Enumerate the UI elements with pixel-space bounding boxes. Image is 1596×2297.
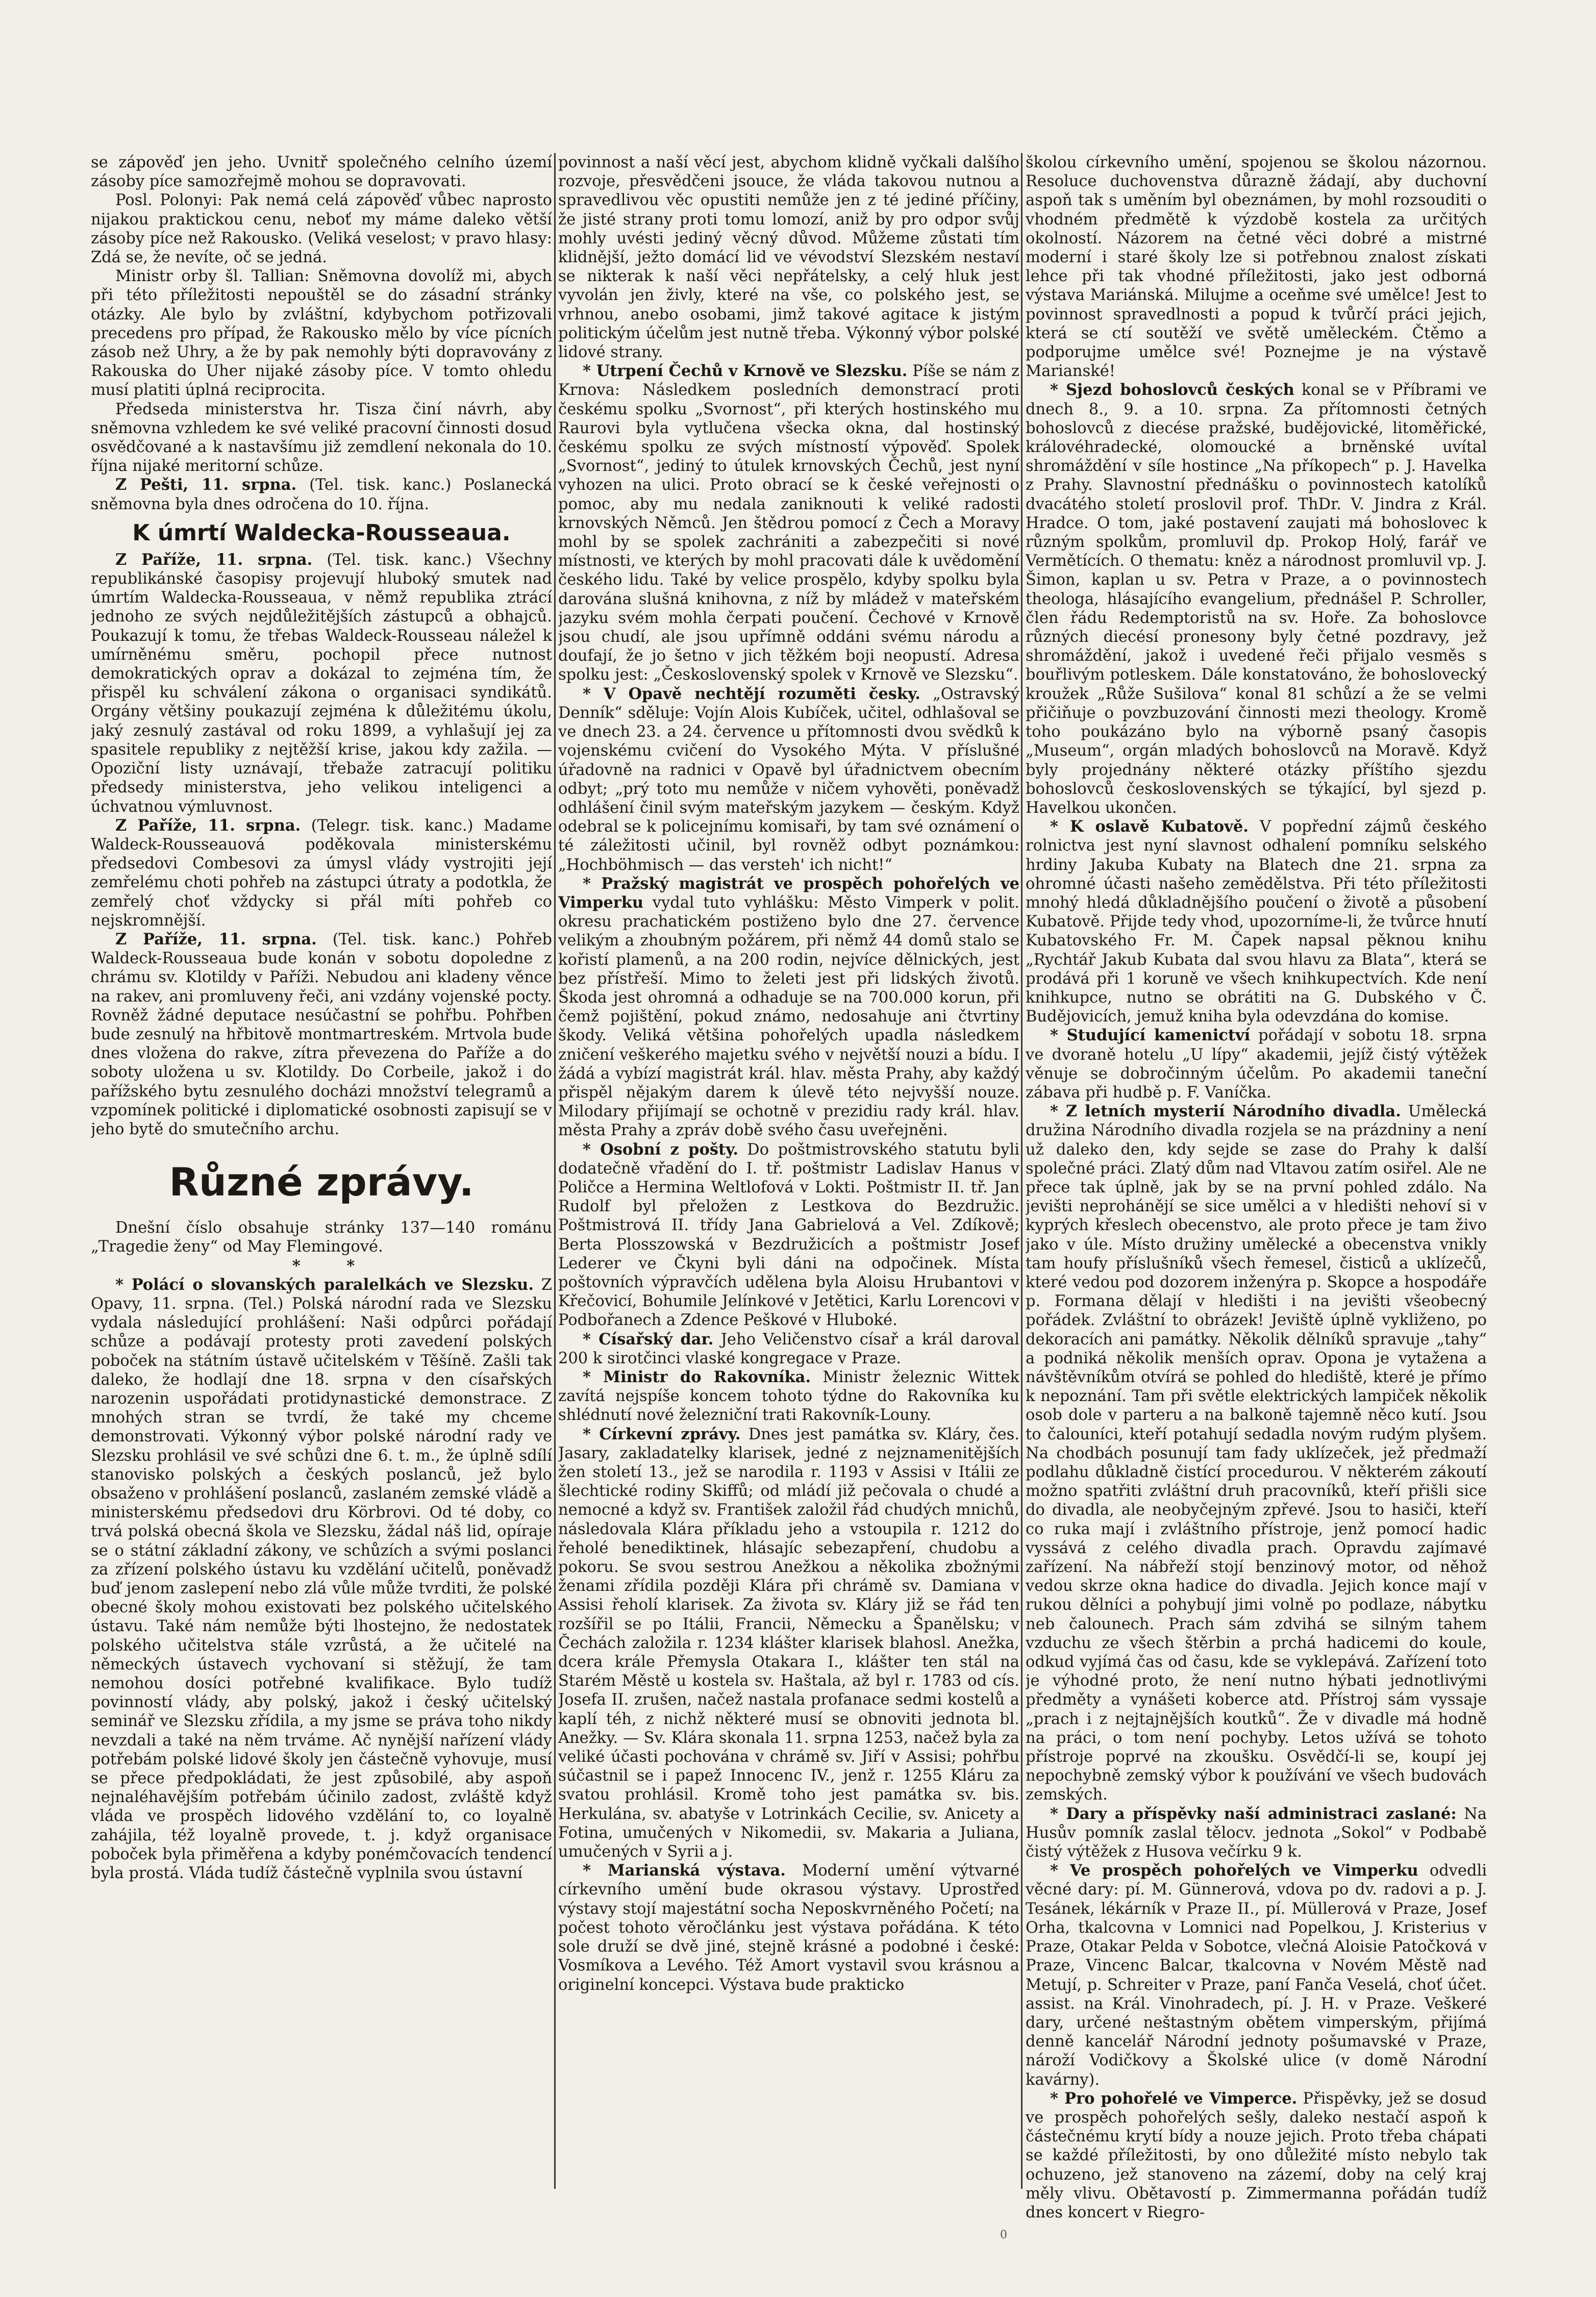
paragraph-text: „Ostravský Denník“ sděluje: Vojín Alois Kubíček, učitel, odhlašoval se ve dnech 23. a 24. července u přítomnosti dvou svědků k vojenskému cvičení do Vysokého Mýta. V příslušné úřadovně na radnici v Opavě byl úřadnictvem obecním odbyt; „prý toto mu nemůže v ničem vyhověti, poněvadž odhlášení činil svým mateřským jazykem — českým. Když odebral se k policejnímu komisaři, by tam své oznámení o té záležitosti učinil, byl rovněž odbyt poznámkou: „Hochböhmisch — das versteh' ich nicht!“ — [558, 685, 1019, 874]
item-lead: * Marianská výstava. — [583, 1861, 786, 1880]
paragraph-text: (Tel. tisk. kanc.) Poslanecká sněmovna byla dnes odročena do 10. října. — [91, 476, 552, 513]
dateline: Z Paříže, 11. srpna. — [115, 550, 313, 569]
paragraph — [1026, 381, 1487, 817]
section-heading-large: Různé zprávy. — [169, 1159, 474, 1205]
paragraph — [558, 685, 1019, 875]
paragraph — [558, 362, 1019, 684]
article-column-middle — [558, 153, 1019, 2225]
paragraph — [91, 1276, 552, 1883]
item-lead: * Polácí o slovanských paralelkách ve Slezsku. — [115, 1275, 534, 1294]
paragraph: Předseda ministerstva hr. Tisza činí návrh, aby sněmovna vzhledem ke své veliké pracovní činnosti dosud osvědčované a k nastavšímu již zemdlení nekonala do 10. října nijaké meritorní schůze. — [91, 400, 552, 476]
paragraph-text: (Tel. tisk. kanc.) Všechny republikánské časopisy projevují hluboký smutek nad úmrtím Waldecka-Rousseaua, v němž republika ztrácí jednoho ze svých nejdůležitějších zástupců a obhajců. Poukazují k tomu, že třebas Waldeck-Rousseau náležel k umírněnému směru, pochopil přece nutnost demokratických oprav a dokázal to zejména tím, že přispěl ku schválení zákona o organisaci syndikátů. Orgány většiny poukazují zejména k důležitému úkolu, jaký zesnulý zastával od roku 1899, a vyhlašují jej za spasitele republiky z nejtěžší krise, jakou kdy zažila. — Opoziční listy uznávají, třebaže zatracují politiku předsedy ministerstva, jeho velikou inteligenci a úchvatnou výmluvnost. — [91, 551, 552, 816]
item-lead: * Pro pohořelé ve Vimperce. — [1050, 2089, 1298, 2108]
paragraph-text: Ministr železnic Wittek zavítá nejspíše koncem tohoto týdne do Rakovníka ku shlédnutí nové železniční trati Rakovník-Louny. — [558, 1368, 1019, 1425]
paragraph — [558, 875, 1019, 1140]
section-heading: K úmrtí Waldecka-Rousseaua. — [132, 519, 511, 546]
paragraph: Posl. Polonyi: Pak nemá celá zápověď vůbec naprosto nijakou praktickou cenu, neboť my máme daleko větší zásoby píce než Rakousko. (Veliká veselost; v pravo hlasy: Zdá se, že nevíte, oč se jedná. — [91, 191, 552, 267]
item-lead: * Osobní z pošty. — [583, 1140, 738, 1159]
paragraph-text: Dnes jest památka sv. Kláry, čes. Jasary, zakladatelky klarisek, jedné z nejznamenitějších žen století 13., jež se narodila r. 1193 v Assisi v Itálii ze šlechtické rodiny Skiffů; od mládí již pečovala o chudé a nemocné a když sv. František založil řád chudých mnichů, následovala Klára příkladu jeho a vstoupila r. 1212 do řeholé benediktinek, hlásajíc sebezapření, chudobu a pokoru. Se svou sestrou Anežkou a několika zbožnými ženami zřídila později Klára při chrámě sv. Damiana v Assisi řeholí klarisek. Za života sv. Kláry již se řád ten rozšířil se po Itálii, Francii, Německu a Španělsku; v Čechách založila r. 1234 klášter klarisek blahosl. Anežka, dcera krále Přemysla Otakara I., klášter ten stál na Starém Městě u kostela sv. Haštala, až byl r. 1783 od cís. Josefa II. zrušen, načež nastala profanace sedmi kostelů a kaplí téh, z nichž některé musí se obnoviti jednota bl. Anežky. — Sv. Klára skonala 11. srpna 1253, načež byla za veliké účasti pochována v chrámě sv. Jiří v Assisi; pohřbu súčastnil se i papež Innocenc IV., jenž r. 1255 Kláru za svatou prohlásil. Kromě toho jest památka sv. bis. Herkulána, sv. abatyše v Lotrinkách Cecilie, sv. Anicety a Fotina, umučených v Nikomedii, sv. Makaria a Juliana, umučených v Syrii a j. — [558, 1425, 1019, 1861]
item-lead: * Ve prospěch pohořelých ve Vimperku — [1050, 1861, 1418, 1880]
paragraph — [558, 1330, 1019, 1368]
paragraph-text: Na Husův pomník zaslal tělocv. jednota „Sokol“ v Podbabě čistý výtěžek z Husova večírku 9 k. — [1026, 1805, 1487, 1861]
item-lead: * Ministr do Rakovníka. — [583, 1368, 811, 1386]
paragraph: Ministr orby šl. Tallian: Sněmovna dovolíž mi, abych při této příležitosti nepouštěl se do zásadní stránky otázky. Ale bylo by zvláštní, kdybychom potřizovali precedens pro případ, že Rakousko mělo by více pícních zásob než Uhry, a že by pak nemohly býti dopravovány z Rakouska do Uher nijaké zásoby píce. V tomto ohledu musí platiti úplná reciprocita. — [91, 267, 552, 400]
item-lead: * Utrpení Čechů v Krnově ve Slezsku. — [583, 362, 908, 381]
paragraph — [1026, 2089, 1487, 2222]
paragraph-text: Jeho Veličenstvo císař a král daroval 200 k sirotčinci vlaské kongregace v Praze. — [558, 1330, 1019, 1367]
article-column-left — [91, 153, 552, 2225]
paragraph-text: Z Opavy, 11. srpna. (Tel.) Polská národní rada ve Slezsku vydala následující prohlášení: Naši odpůrci pořádají schůze a podávají protesty proti zavedení polských poboček na státním ústavě učitelském v Těšíně. Zašli tak daleko, že hodlají dne 18. srpna v den císařských narozenin uspořádati protidynastické demonstrace. Z mnohých stran se tvrdí, že také my chceme demonstrovati. Výkonný výbor polské národní rady ve Slezsku prohlásil ve své schůzi dne 6. t. m., že úplně sdílí stanovisko polských a českých poslanců, jež bylo obsaženo v prohlášení poslanců, zaslaném zemské vládě a ministerskému předsedovi dru Körbrovi. Od té doby, co trvá polská obecná škola ve Slezsku, žádal náš lid, opíraje se o státní základní zákony, ve schůzích a svými poslanci za zřízení polského ústavu ku vzdělání učitelů, poněvadž buď jenom zaslepení nebo zlá vůle může tvrditi, že polské obecné školy mohou existovati bez polského učitelského ústavu. Také nám nemůže býti lhostejno, že nedostatek polského učitelstva stále vzrůstá, a že učitelé na německých ústavech vychovaní si stěžují, že tam nemohou dosíci potřebné kvalifikace. Bylo tudíž povinností vlády, aby polský, jakož i český učitelský seminář ve Slezsku zřídila, a my jsme se práva toho nikdy nevzdali a také na něm trváme. Ač nynější nařízení vlády potřebám polské lidové školy jen částečně vyhovuje, musí se přece předpokládati, že jest způsobilé, aby aspoň nejnaléhavějším potřebám účinilo zadost, zvláště když vláda ve prospěch lidového vzdělání to, co loyalně zahájila, též loyalně provede, t. j. když organisace poboček byla přiměřena a kdyby ponémčovacích tendencí byla prostá. Vláda tudíž částečně vyplnila svou ústavní — [91, 1276, 552, 1883]
item-lead: * Císařský dar. — [583, 1330, 714, 1349]
paragraph — [1026, 1861, 1487, 2089]
column-divider — [554, 153, 556, 2189]
item-lead: * Sjezd bohoslovců českých — [1050, 381, 1294, 400]
paragraph-text: konal se v Příbrami ve dnech 8., 9. a 10. srpna. Za přítomnosti četných bohoslovců z diecése pražské, budějovické, litoměřické, královéhradecké, olomoucké a brněnské uvítal shromáždění v síle hostince „Na příkopech“ p. J. Havelka z Prahy. Slavnostní přednášku o povinnostech katolíků dvacátého století proslovil prof. ThDr. V. Jindra z Král. Hradce. O tom, jaké postavení zaujati má bohoslovec k různým spolkům, promluvil dp. Prokop Holý, farář ve Vermětících. O thematu: kněz a národnost promluvil vp. J. Šimon, kaplan u sv. Petra v Praze, a o povinnostech theologa, hlásajícího evangelium, přednášel P. Schroller, člen řádu Redemptoristů na sv. Hoře. Za bohoslovce různých diecésí pronesony byly četné pozdravy, jež shromáždění, jakož i uvedené řeči přijalo vesměs s bouřlivým potleskem. Dále konstatováno, že bohoslovecký kroužek „Růže Sušilova“ konal 81 schůzí a že se velmi přičiňuje o povzbuzování činnosti mezi theology. Kromě toho poukázáno bylo na výborně psaný časopis „Museum“, orgán mladých bohoslovců na Moravě. Když byly projednány některé otázky příštího sjezdu bohoslovců československých se týkající, byl sjezd p. Havelkou ukončen. — [1026, 381, 1487, 817]
paragraph — [558, 1140, 1019, 1330]
paragraph: školou církevního umění, spojenou se školou názornou. Resoluce duchovenstva důrazně žádají, aby duchovní aspoň tak s uměním byl obeznámen, by mohl rozsouditi o vhodném předmětě k výzdobě kostela za určitých okolností. Názorem na četné věci dobré a mistrné moderní i staré školy lze si potřebnou znalost získati lehce při tak vhodné příležitosti, jako jest odborná výstava Mariánská. Milujme a oceňme své umělce! Jest to povinnost spravedlnosti a popud k tvůrčí práci jejich, která se ctí soutěží ve světě uměleckém. Čtěmo a podporujme umělce své! Poznejme je na výstavě Marianské! — [1026, 154, 1487, 381]
page-mark: 0 — [1000, 2229, 1007, 2241]
paragraph — [91, 930, 552, 1139]
paragraph — [91, 816, 552, 930]
item-lead: * Dary a příspěvky naší administraci zaslané: — [1050, 1804, 1457, 1823]
paragraph-text: Píše se nám z Krnova: Následkem posledních demonstrací proti českému spolku „Svornost“, při kterých hostinského mu Raurovi byla vytlučena všecka okna, dal hostinský českému spolku ze svých místností výpověď. Spolek „Svornost“, jediný to útulek krnovských Čechů, jest nyní vyhozen na ulici. Proto obrací se k české veřejnosti o pomoc, aby mu nedala zaniknouti k veliké radosti krnovských Němců. Jen štědrou pomocí z Čech a Moravy mohl by se spolek zachrániti a zabezpečiti si nové místnosti, ve kterých by mohl pracovati dále k uvědomění českého lidu. Také by velice prospělo, kdyby spolku byla darována slušná knihovna, z níž by mládež v mateřském jazyku svém mohla čerpati poučení. Čechové v Krnově jsou chudí, ale jsou upřímně oddáni svému národu a doufají, že jo šetno v jich těžkém boji neopustí. Adresa spolku jest: „Československý spolek v Krnově ve Slezsku“. — [558, 362, 1019, 684]
paragraph-text: pořádají v sobotu 18. srpna ve dvoraně hotelu „U lípy“ akademii, jejíž čistý výtěžek věnuje se dobročinným účelům. Po akademii taneční zábava při hudbě p. F. Vaníčka. — [1026, 1027, 1487, 1102]
paragraph-text: Přispěvky, jež se dosud ve prospěch pohořelých sešly, daleko nestačí aspoň k částečnému krytí bídy a nouze jejich. Proto třeba chápati se každé příležitosti, by ono důležité místo nebylo tak ochuzeno, jež stanoveno na zázemí, doby na celý kraj měly vlivu. Obětavostí p. Zimmermanna pořádán tudíž dnes koncert v Riegro- — [1026, 2089, 1487, 2221]
paragraph — [1026, 1026, 1487, 1102]
item-lead: * K oslavě Kubatově. — [1050, 817, 1249, 836]
paragraph-text: V popřední zájmů českého rolnictva jest nyní slavnost odhalení pomníku selského hrdiny Jakuba Kubaty na Blatech dne 21. srpna za ohromné účasti našeho zemědělstva. Při této příležitosti mnohý hledá důkladnějšího poučení o životě a působení Kubatově. Přijde tedy vhod, upozorníme-li, že tvůrce hnutí Kubatovského Fr. M. Čapek napsal pěknou knihu „Rychtář Jakub Kubata dal svou hlavu za Blata“, která se prodává při 1 koruně ve všech knihkupectvích. Kde není knihkupce, nutno se obrátiti na G. Dubského v Č. Budějovicích, jemuž kniha byla odevzdána do komise. — [1026, 818, 1487, 1026]
item-lead: * V Opavě nechtějí rozuměti česky. — [583, 684, 920, 703]
paragraph — [558, 1368, 1019, 1425]
dateline: Z Pešti, 11. srpna. — [115, 476, 297, 494]
paragraph-text: odvedli věcné dary: pí. M. Günnerová, vdova po dv. radovi a p. J. Tesánek, lékárník v Praze II., pí. Müllerová v Praze, Josef Orha, tkalcovna v Lomnici nad Popelkou, J. Kristerius v Praze, Otakar Pelda v Sobotce, vlečná Aloisie Patočková v Praze, Vincenc Balcar, tkalcovna v Novém Městě nad Metují, p. Schreiter v Praze, paní Fanča Veselá, choť účet. assist. na Král. Vinohradech, pí. J. H. v Praze. Veškeré dary, určené neštastným obětem vimperským, přijímá denně kancelář Národní jednoty pošumavské v Praze, nároží Vodičkovy a Školské ulice (v domě Národní kavárny). — [1026, 1862, 1487, 2089]
item-lead: * Studující kamenictví — [1050, 1026, 1251, 1045]
paragraph: se zápověď jen jeho. Uvnitř společného celního území zásoby píce samozřejmě mohou se dopravovati. — [91, 154, 552, 191]
paragraph: povinnost a naší věcí jest, abychom klidně vyčkali dalšího rozvoje, přesvědčeni jsouce, že vláda takovou nutnou a spravedlivou věc opustiti nemůže jen z té jediné příčiny, že jisté strany proti tomu lomozí, aniž by pro odpor svůj mohly uvésti jediný věcný důvod. Můžeme zůstati tím klidnější, ježto domácí lid ve vévodství Slezském nestaví se nikterak k naší věci nepřátelsky, a celý hluk jest vyvolán jen živly, které na vše, co polského jest, se vrhnou, anebo osobami, jimž takové agitace k jistým politickým účelům jest nutně třeba. Výkonný výbor polské lidové strany. — [558, 154, 1019, 362]
paragraph-text: Moderní umění výtvarné církevního umění bude okrasou výstavy. Uprostřed výstavy stojí majestátní socha Neposkvrněného Početí; na počest tohoto věročlánku jest výstava pořádána. K této sole druží se dvě jiné, stejně krásné a podobné i české: Vosmíkova a Levého. Též Amort vystavil svou krásnou a originelní koncepci. Výstava bude prakticko — [558, 1862, 1019, 1994]
paragraph — [558, 1861, 1019, 1994]
paragraph — [91, 551, 552, 816]
paragraph-text: vydal tuto vyhlášku: Město Vimperk v polit. okresu prachatickém postiženo bylo dne 27. července velikým a zhoubným požárem, při němž 44 domů stalo se kořistí plamenů, a na 200 rodin, nejvíce dělnických, jest bez přístřeší. Mimo to želeti jest při lidských životů. Škoda jest ohromná a odhaduje se na 700.000 korun, při čemž pojištění, pokud známo, nedosahuje ani čtvrtiny škody. Veliká většina pohořelých upadla následkem zničení veškerého majetku svého v největší nouzi a bídu. I žádá a vybízí magistrát král. hlav. města Prahy, aby každý přispěl nějakým darem k úlevě této nejvyšší nouze. Milodary přijímají se ochotně v prezidiu rady král. hlav. města Prahy a zpráv době svého času uveřejněni. — [558, 893, 1019, 1140]
item-lead: * Z letních mysterií Národního divadla. — [1050, 1102, 1401, 1121]
dateline: Z Paříže, 11. srpna. — [115, 930, 317, 948]
paragraph — [1026, 817, 1487, 1026]
paragraph-text: (Telegr. tisk. kanc.) Madame Waldeck-Rousseauová poděkovala ministerskému předsedovi Combesovi za úmysl vlády vystrojiti její zemřelému choti pohřeb na zástupci útraty a podotkla, že zemřelý choť vždycky si přál míti pohřeb co nejskromnější. — [91, 816, 552, 930]
paragraph — [91, 476, 552, 513]
paragraph-text: Do poštmistrovského statutu byli dodatečně vřadění do I. tř. poštmistr Ladislav Hanus v Poličce a Hermina Weltlofová v Lokti. Poštmistr II. tř. Jan Rudolf byl přeložen z Lestkova do Bezdružic. Poštmistrová II. třídy Jana Gabrielová a Vel. Zdíkově; Berta Plosszowská v Bezdružicích a poštmistr Josef Lederer ve Čkyni byli dáni na odpočinek. Místa poštovních výpravčích udělena byla Aloisu Hrubantovi v Křečovicí, Bohumile Jelínkové v Jetětici, Karlu Lorencovi v Podbořanech a Zdence Peškové v Hluboké. — [558, 1140, 1019, 1330]
article-column-right — [1026, 153, 1487, 2225]
item-lead: * Církevní zprávy. — [583, 1425, 741, 1443]
paragraph — [1026, 1805, 1487, 1862]
paragraph — [1026, 1102, 1487, 1805]
paragraph — [558, 1425, 1019, 1862]
paragraph-text: Umělecká družina Národního divadla rozjela se na prázdniny a není už daleko den, kdy sejde se zase do Prahy k další společné práci. Zlatý dům nad Vltavou zatím osiřel. Ale ne přece tak úplně, jak by se na první pohled zdálo. Na jevišti neprohánějí se sice umělci a v hledišti nehoví si v kyprých křeslech obecenstvo, ale proto přece je tam živo jako v úle. Místo družiny umělecké a obecenstva vnikly tam houfy příslušníků všech řemesel, čisticů a uklízečů, které vedou pod dozorem inženýra p. Skopce a hospodáře p. Formana dělají v hledišti i na jevišti všeobecný pořádek. Zvláštní to obrázek! Jeviště úplně vykliženo, po dekoracích ani památky. Několik dělníků spravuje „tahy“ a podniká několik menších oprav. Opona je vytažena a návštěvníkům otvírá se pohled do hlediště, které je přímo k nepoznání. Tam při světle elektrických lampiček několik osob dole v parteru a na balkoně tajemně něco kutí. Jsou to čalouníci, kteří potahují sedadla novým rudým plyšem. Na chodbách posunují tam fady uklízeček, jež předmaží podlahu důkladně čistící procedurou. V některém zákoutí možno spatřiti zvláštní druh pracovníků, kteří přišli sice do divadla, ale neobyčejným zpřevé. Jsou to hasiči, kteří co ruka mají i zvláštního přístroje, jenž pomocí hadic vyssává z celého divadla prach. Opravdu zajímavé zařízení. Na nábřeží stojí benzinový motor, od něhož vedou skrze okna hadice do divadla. Jejich konce mají v rukou dělníci a pohybují jimi volně po podlaze, nábytku neb čalounech. Prach sám zdvihá se silným tahem vzduchu ze všech štěrbin a prchá hadicemi do koule, odkud vyjímá čas od času, kde se vyklepává. Zařízení toto je výhodné proto, že není nutno hýbati jednotlivými předměty a vynášeti koberce atd. Přístroj sám vyssaje „prach i z nejtajnějších koutků“. Že v divadle má hodně na práci, o tom není pochyby. Letos užívá se tohoto přístroje poprvé na zkoušku. Osvědčí-li se, koupí jej nepochybně zemský výbor k používání ve všech budovách zemských. — [1026, 1103, 1487, 1804]
item-lead: * Pražský magistrát ve prospěch pohořelých ve Vimperku — [558, 874, 1019, 912]
paragraph: Dnešní číslo obsahuje stránky 137—140 románu „Tragedie ženy“ od May Flemingové. — [91, 1219, 552, 1256]
column-divider — [1021, 153, 1023, 2189]
dateline: Z Paříže, 11. srpna. — [115, 816, 301, 835]
separator-stars: * * — [292, 1256, 376, 1275]
paragraph-text: (Tel. tisk. kanc.) Pohřeb Waldeck-Rousseaua bude konán v sobotu dopoledne z chrámu sv. Klotildy v Paříži. Nebudou ani kladeny věnce na rakev, ani promluveny řeči, ani vzdány vojenské pocty. Rovněž žádné deputace nesúčastní se pohřbu. Pohřben bude zesnulý na hřbitově montmartreském. Mrtvola bude dnes vložena do rakve, zítra převezena do Paříže a do soboty uložena u sv. Klotildy. Do Corbeile, jakož i do pařížského bytu zesnulého docházi množství telegramů a vzpomínek politické i diplomatické osobnosti zapisují se v jeho bytě do smutečního archu. — [91, 930, 552, 1138]
